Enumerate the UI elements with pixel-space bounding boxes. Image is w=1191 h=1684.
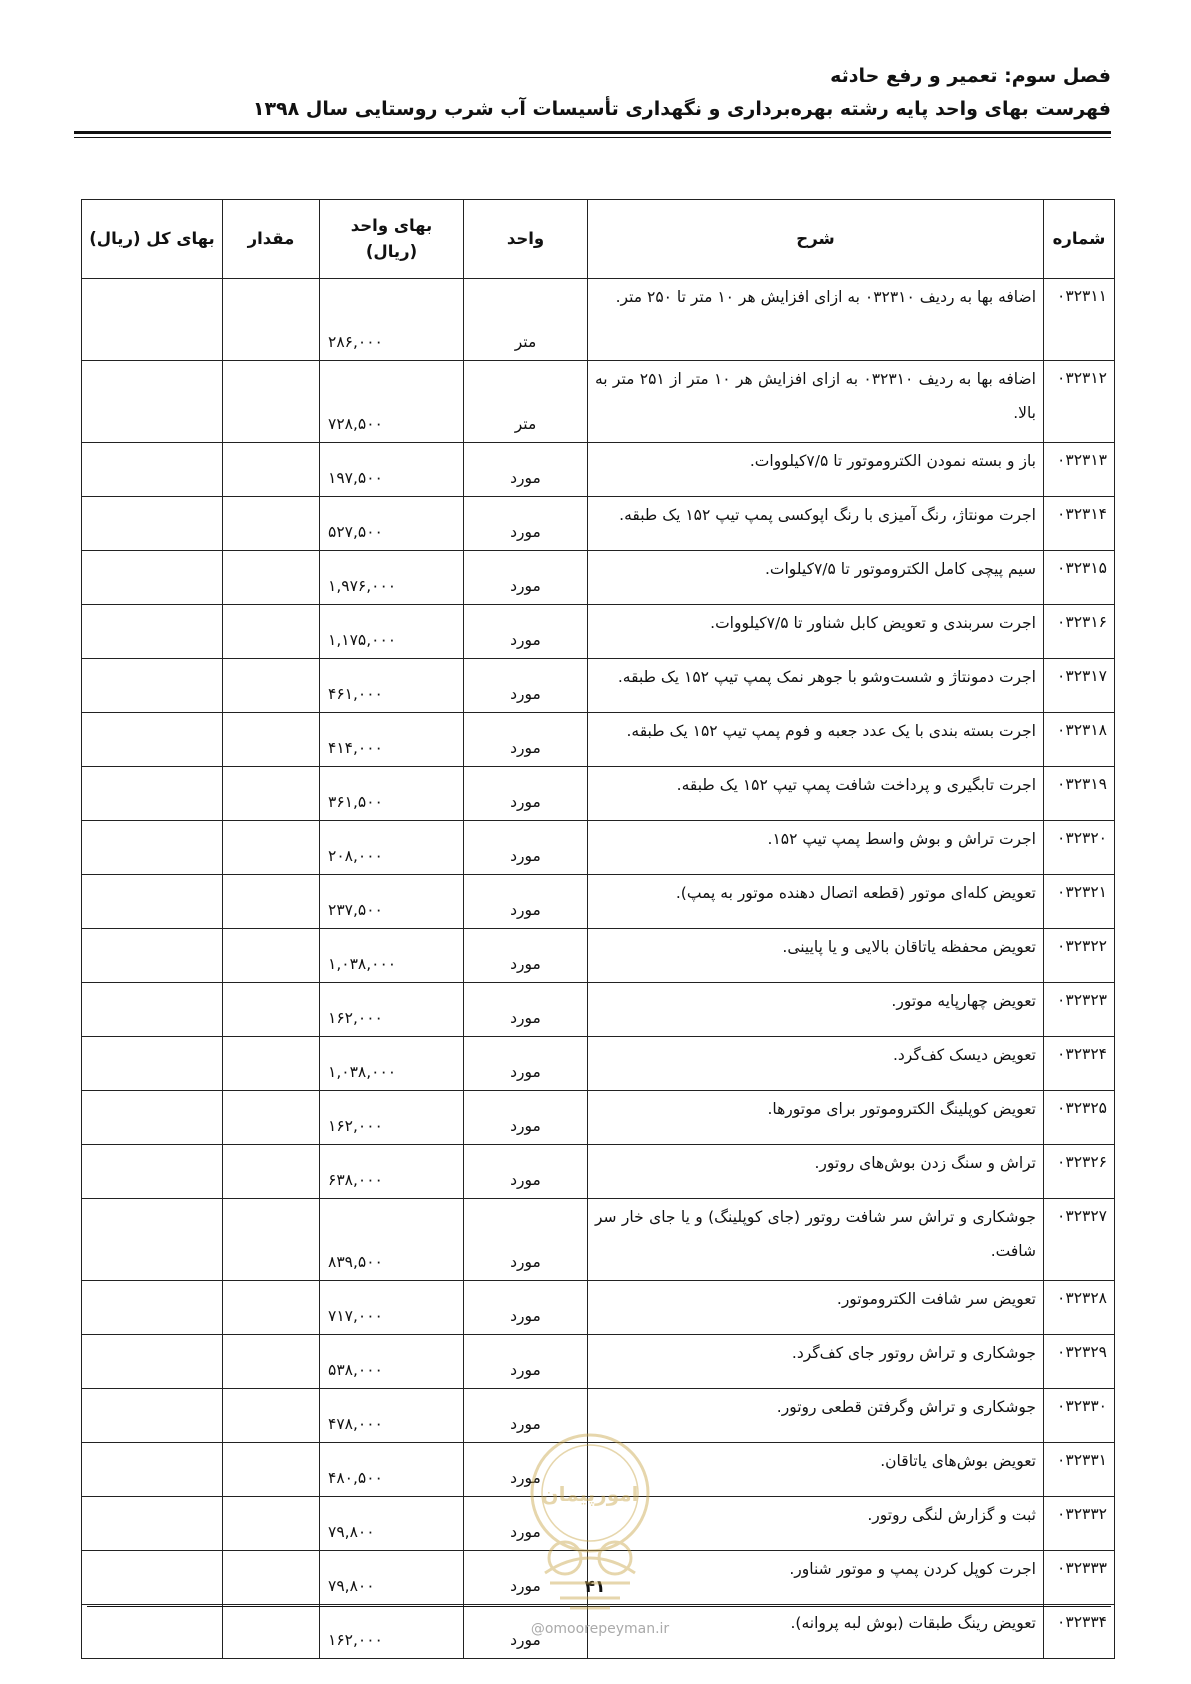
item-code: ۰۳۲۳۲۹ (1044, 1335, 1115, 1389)
item-code: ۰۳۲۳۱۵ (1044, 551, 1115, 605)
item-unit-price: ۱,۱۷۵,۰۰۰ (320, 605, 464, 659)
item-unit: مورد (464, 1389, 588, 1443)
header-rule-thin (74, 137, 1111, 138)
item-quantity (223, 1145, 320, 1199)
item-code: ۰۳۲۳۱۴ (1044, 497, 1115, 551)
item-total-price (82, 443, 223, 497)
item-quantity (223, 605, 320, 659)
item-code: ۰۳۲۳۱۶ (1044, 605, 1115, 659)
item-unit-price: ۷۹,۸۰۰ (320, 1551, 464, 1605)
item-total-price (82, 659, 223, 713)
item-total-price (82, 1443, 223, 1497)
item-code: ۰۳۲۳۳۱ (1044, 1443, 1115, 1497)
item-description: اضافه بها به ردیف ۰۳۲۳۱۰ به ازای افزایش هر ۱۰ متر تا ۲۵۰ متر. (588, 279, 1044, 361)
item-total-price (82, 497, 223, 551)
item-description: اجرت بسته بندی با یک عدد جعبه و فوم پمپ تیپ ۱۵۲ یک طبقه. (588, 713, 1044, 767)
header-rule-thick (74, 131, 1111, 134)
item-quantity (223, 713, 320, 767)
item-unit: مورد (464, 767, 588, 821)
item-total-price (82, 1281, 223, 1335)
item-unit-price: ۱۶۲,۰۰۰ (320, 983, 464, 1037)
column-header-quantity: مقدار (223, 200, 320, 279)
item-code: ۰۳۲۳۳۰ (1044, 1389, 1115, 1443)
item-unit-price: ۱,۹۷۶,۰۰۰ (320, 551, 464, 605)
table-row (82, 605, 1115, 659)
unit-price-header-line1: بهای واحد (350, 216, 433, 235)
item-description: ثبت و گزارش لنگی روتور. (588, 1497, 1044, 1551)
item-description: اجرت سربندی و تعویض کابل شناور تا ۷/۵کیلووات. (588, 605, 1044, 659)
table-row (82, 1199, 1115, 1281)
item-unit: مورد (464, 605, 588, 659)
item-unit: مورد (464, 1605, 588, 1659)
item-unit-price: ۱۶۲,۰۰۰ (320, 1091, 464, 1145)
item-quantity (223, 1605, 320, 1659)
table-row (82, 443, 1115, 497)
item-code: ۰۳۲۳۳۳ (1044, 1551, 1115, 1605)
item-description: تراش و سنگ زدن بوش‌های روتور. (588, 1145, 1044, 1199)
item-unit-price: ۵۲۷,۵۰۰ (320, 497, 464, 551)
item-unit: مورد (464, 551, 588, 605)
table-row (82, 1145, 1115, 1199)
item-total-price (82, 1551, 223, 1605)
chapter-title: فصل سوم: تعمیر و رفع حادثه (830, 65, 1111, 87)
item-quantity (223, 767, 320, 821)
item-quantity (223, 551, 320, 605)
item-total-price (82, 1389, 223, 1443)
item-unit: مورد (464, 1497, 588, 1551)
item-unit-price: ۶۳۸,۰۰۰ (320, 1145, 464, 1199)
item-total-price (82, 929, 223, 983)
page-header (80, 62, 1111, 124)
item-description: اجرت تابگیری و پرداخت شافت پمپ تیپ ۱۵۲ یک طبقه. (588, 767, 1044, 821)
item-total-price (82, 1091, 223, 1145)
item-unit-price: ۲۳۷,۵۰۰ (320, 875, 464, 929)
item-unit: مورد (464, 1091, 588, 1145)
column-header-unit: واحد (464, 200, 588, 279)
item-description: سیم پیچی کامل الکتروموتور تا ۷/۵کیلوات. (588, 551, 1044, 605)
item-unit: مورد (464, 1145, 588, 1199)
table-row (82, 1335, 1115, 1389)
item-description: اجرت دمونتاژ و شست‌وشو با جوهر نمک پمپ تیپ ۱۵۲ یک طبقه. (588, 659, 1044, 713)
seal-text: امورپیمان (541, 1482, 639, 1506)
column-header-code: شماره (1044, 200, 1115, 279)
column-header-total-price: بهای کل (ریال) (82, 200, 223, 279)
table-row (82, 361, 1115, 443)
item-quantity (223, 1091, 320, 1145)
item-unit: مورد (464, 929, 588, 983)
item-unit: مورد (464, 659, 588, 713)
table-header-row (82, 200, 1115, 279)
item-unit-price: ۴۸۰,۵۰۰ (320, 1443, 464, 1497)
item-unit-price: ۱,۰۳۸,۰۰۰ (320, 929, 464, 983)
item-total-price (82, 875, 223, 929)
item-unit: مورد (464, 821, 588, 875)
item-quantity (223, 1497, 320, 1551)
item-code: ۰۳۲۳۱۳ (1044, 443, 1115, 497)
item-total-price (82, 1145, 223, 1199)
item-quantity (223, 875, 320, 929)
item-quantity (223, 361, 320, 443)
item-quantity (223, 1389, 320, 1443)
item-description: جوشکاری و تراش سر شافت روتور (جای کوپلینگ) و یا جای خار سر شافت. (588, 1199, 1044, 1281)
item-quantity (223, 443, 320, 497)
item-unit: مورد (464, 1335, 588, 1389)
item-unit-price: ۱۶۲,۰۰۰ (320, 1605, 464, 1659)
item-unit: مورد (464, 1037, 588, 1091)
item-unit: مورد (464, 497, 588, 551)
item-code: ۰۳۲۳۲۲ (1044, 929, 1115, 983)
page-number: ۴۱ (584, 1577, 606, 1597)
item-description: تعویض چهارپایه موتور. (588, 983, 1044, 1037)
item-quantity (223, 983, 320, 1037)
item-unit-price: ۴۷۸,۰۰۰ (320, 1389, 464, 1443)
item-description: اجرت تراش و بوش واسط پمپ تیپ ۱۵۲. (588, 821, 1044, 875)
column-header-description: شرح (588, 200, 1044, 279)
item-quantity (223, 1443, 320, 1497)
item-description: تعویض بوش‌های یاتاقان. (588, 1443, 1044, 1497)
item-description: اجرت کوپل کردن پمپ و موتور شناور. (588, 1551, 1044, 1605)
table-row (82, 1091, 1115, 1145)
item-description: جوشکاری و تراش وگرفتن قطعی روتور. (588, 1389, 1044, 1443)
item-code: ۰۳۲۳۲۴ (1044, 1037, 1115, 1091)
item-description: تعویض دیسک کف‌گرد. (588, 1037, 1044, 1091)
item-unit-price: ۲۰۸,۰۰۰ (320, 821, 464, 875)
item-quantity (223, 279, 320, 361)
item-total-price (82, 1199, 223, 1281)
item-quantity (223, 929, 320, 983)
item-quantity (223, 1551, 320, 1605)
document-title: فهرست بهای واحد پایه رشته بهره‌برداری و نگهداری تأسیسات آب شرب روستایی سال ۱۳۹۸ (252, 98, 1111, 120)
item-description: تعویض کوپلینگ الکتروموتور برای موتورها. (588, 1091, 1044, 1145)
item-unit-price: ۷۹,۸۰۰ (320, 1497, 464, 1551)
table-row (82, 1037, 1115, 1091)
column-header-unit-price (320, 200, 464, 279)
watermark-seal-icon (515, 1423, 665, 1618)
item-total-price (82, 1335, 223, 1389)
item-quantity (223, 1281, 320, 1335)
item-code: ۰۳۲۳۲۳ (1044, 983, 1115, 1037)
item-unit-price: ۳۶۱,۵۰۰ (320, 767, 464, 821)
item-unit: متر (464, 279, 588, 361)
table-row (82, 279, 1115, 361)
item-code: ۰۳۲۳۱۹ (1044, 767, 1115, 821)
item-total-price (82, 551, 223, 605)
item-unit-price: ۴۶۱,۰۰۰ (320, 659, 464, 713)
item-unit: مورد (464, 1281, 588, 1335)
item-total-price (82, 1605, 223, 1659)
watermark-text: @omoorepeyman.ir (530, 1621, 670, 1637)
item-unit: مورد (464, 1199, 588, 1281)
item-description: اضافه بها به ردیف ۰۳۲۳۱۰ به ازای افزایش هر ۱۰ متر از ۲۵۱ متر به بالا. (588, 361, 1044, 443)
item-quantity (223, 497, 320, 551)
item-code: ۰۳۲۳۳۴ (1044, 1605, 1115, 1659)
item-unit-price: ۴۱۴,۰۰۰ (320, 713, 464, 767)
item-total-price (82, 713, 223, 767)
item-code: ۰۳۲۳۱۷ (1044, 659, 1115, 713)
item-unit: مورد (464, 875, 588, 929)
item-unit-price: ۷۱۷,۰۰۰ (320, 1281, 464, 1335)
item-unit: مورد (464, 713, 588, 767)
item-code: ۰۳۲۳۱۲ (1044, 361, 1115, 443)
item-unit: مورد (464, 983, 588, 1037)
table-row (82, 551, 1115, 605)
item-total-price (82, 821, 223, 875)
item-unit: متر (464, 361, 588, 443)
item-description: تعویض محفظه یاتاقان بالایی و یا پایینی. (588, 929, 1044, 983)
item-unit-price: ۵۳۸,۰۰۰ (320, 1335, 464, 1389)
item-total-price (82, 361, 223, 443)
item-quantity (223, 821, 320, 875)
item-unit: مورد (464, 1443, 588, 1497)
unit-price-header-line2: (ریال) (365, 242, 418, 261)
item-total-price (82, 605, 223, 659)
item-quantity (223, 1335, 320, 1389)
item-code: ۰۳۲۳۲۶ (1044, 1145, 1115, 1199)
item-description: باز و بسته نمودن الکتروموتور تا ۷/۵کیلووات. (588, 443, 1044, 497)
table-row (82, 821, 1115, 875)
table-row (82, 929, 1115, 983)
item-total-price (82, 767, 223, 821)
item-unit: مورد (464, 443, 588, 497)
item-total-price (82, 1037, 223, 1091)
table-row (82, 497, 1115, 551)
item-total-price (82, 279, 223, 361)
item-unit-price: ۸۳۹,۵۰۰ (320, 1199, 464, 1281)
item-total-price (82, 983, 223, 1037)
item-quantity (223, 1037, 320, 1091)
item-description: تعویض رینگ طبقات (بوش لبه پروانه). (588, 1605, 1044, 1659)
table-row (82, 767, 1115, 821)
table-row (82, 659, 1115, 713)
table-row (82, 875, 1115, 929)
item-code: ۰۳۲۳۲۸ (1044, 1281, 1115, 1335)
item-unit-price: ۲۸۶,۰۰۰ (320, 279, 464, 361)
item-code: ۰۳۲۳۱۱ (1044, 279, 1115, 361)
item-quantity (223, 659, 320, 713)
item-description: تعویض کله‌ای موتور (قطعه اتصال دهنده موتور به پمپ). (588, 875, 1044, 929)
item-description: اجرت مونتاژ، رنگ آمیزی با رنگ اپوکسی پمپ تیپ ۱۵۲ یک طبقه. (588, 497, 1044, 551)
item-unit-price: ۱۹۷,۵۰۰ (320, 443, 464, 497)
item-unit: مورد (464, 1551, 588, 1605)
item-code: ۰۳۲۳۲۰ (1044, 821, 1115, 875)
item-code: ۰۳۲۳۲۷ (1044, 1199, 1115, 1281)
item-code: ۰۳۲۳۳۲ (1044, 1497, 1115, 1551)
item-unit-price: ۷۲۸,۵۰۰ (320, 361, 464, 443)
item-code: ۰۳۲۳۲۱ (1044, 875, 1115, 929)
table-row (82, 1281, 1115, 1335)
item-description: تعویض سر شافت الکتروموتور. (588, 1281, 1044, 1335)
item-description: جوشکاری و تراش روتور جای کف‌گرد. (588, 1335, 1044, 1389)
item-unit-price: ۱,۰۳۸,۰۰۰ (320, 1037, 464, 1091)
item-code: ۰۳۲۳۲۵ (1044, 1091, 1115, 1145)
item-code: ۰۳۲۳۱۸ (1044, 713, 1115, 767)
item-quantity (223, 1199, 320, 1281)
table-row (82, 713, 1115, 767)
item-total-price (82, 1497, 223, 1551)
table-row (82, 983, 1115, 1037)
